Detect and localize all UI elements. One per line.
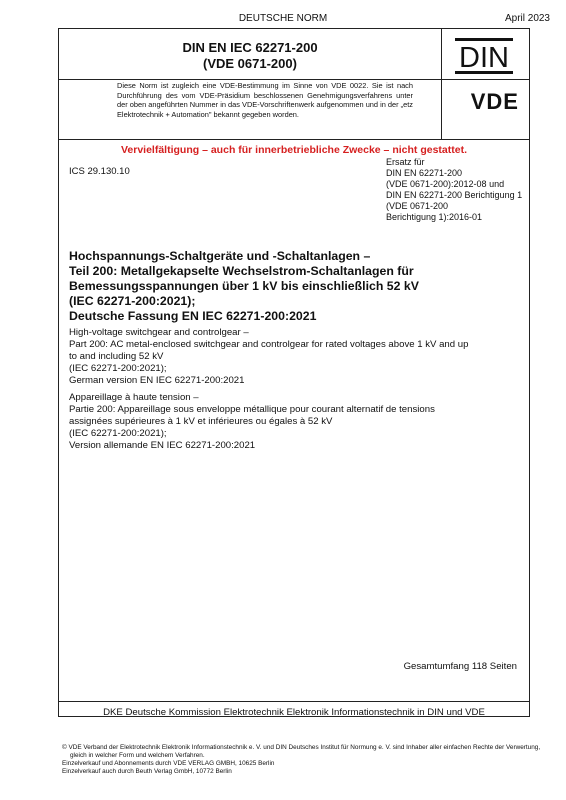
title-french-line: Appareillage à haute tension – <box>69 392 199 403</box>
divider <box>59 139 529 140</box>
title-english-line: German version EN IEC 62271-200:2021 <box>69 375 245 386</box>
total-pages: Gesamtumfang 118 Seiten <box>403 661 517 672</box>
standard-type-label: DEUTSCHE NORM <box>238 13 328 24</box>
divider <box>59 701 529 702</box>
title-german-line: Teil 200: Metallgekapselte Wechselstrom-Schaltanlagen für <box>69 264 414 278</box>
sales-line: Einzelverkauf auch durch Beuth Verlag GmbH, 10772 Berlin <box>62 768 232 775</box>
title-french <box>69 392 519 452</box>
vde-approval-note: Diese Norm ist zugleich eine VDE-Bestimmung im Sinne von VDE 0022. Sie ist nach Durchführung des vom VDE-Präsidium beschlossenen Genehmigungsverfahrens unter der oben angeführten Nummer in das VDE-Vorschriftenwerk aufgenommen und in der „etz Elektrotechnik + Automation" bekannt gegeben worden. <box>117 81 413 119</box>
vde-logo: VDE <box>470 89 519 114</box>
title-german <box>69 249 519 324</box>
title-german-line: Deutsche Fassung EN IEC 62271-200:2021 <box>69 309 317 323</box>
title-english-line: Part 200: AC metal-enclosed switchgear and controlgear for rated voltages above 1 kV and up <box>69 339 469 350</box>
copyright-line: gleich in welcher Form und welchem Verfahren. <box>70 752 205 759</box>
title-english <box>69 327 519 387</box>
replaces-line: (VDE 0671-200 <box>386 201 449 211</box>
divider <box>441 29 442 139</box>
title-french-line: Partie 200: Appareillage sous enveloppe métallique pour courant alternatif de tensions <box>69 404 435 415</box>
title-english-line: (IEC 62271-200:2021); <box>69 363 167 374</box>
title-english-line: to and including 52 kV <box>69 351 164 362</box>
title-french-line: Version allemande EN IEC 62271-200:2021 <box>69 440 256 451</box>
copyright-line: © VDE Verband der Elektrotechnik Elektronik Informationstechnik e. V. und DIN Deutsches Institut für Normung e. V. sind Inhaber aller einfachen Rechte der Verwertung, <box>62 744 541 751</box>
cover-frame <box>58 28 530 717</box>
replaces-line: DIN EN 62271-200 Berichtigung 1 <box>386 190 523 200</box>
title-german-line: Hochspannungs-Schaltgeräte und -Schaltanlagen – <box>69 249 371 263</box>
copyright-footer <box>62 744 562 776</box>
replaces-line: DIN EN 62271-200 <box>386 168 463 178</box>
din-logo-text: DIN <box>459 42 509 74</box>
title-german-line: (IEC 62271-200:2021); <box>69 294 196 308</box>
document-number-vde: (VDE 0671-200) <box>203 56 297 71</box>
document-number-din: DIN EN IEC 62271-200 <box>182 40 318 55</box>
reproduction-warning: Vervielfältigung – auch für innerbetriebliche Zwecke – nicht gestattet. <box>120 144 467 156</box>
document-number <box>59 40 441 72</box>
replaces-line: (VDE 0671-200):2012-08 und <box>386 179 505 189</box>
sales-line: Einzelverkauf und Abonnements durch VDE VERLAG GMBH, 10625 Berlin <box>62 760 275 767</box>
divider <box>59 79 529 80</box>
din-logo <box>455 38 513 79</box>
title-french-line: assignées supérieures à 1 kV et inférieures ou égales à 52 kV <box>69 416 333 427</box>
ics-code: ICS 29.130.10 <box>69 166 130 177</box>
title-english-line: High-voltage switchgear and controlgear – <box>69 327 249 338</box>
title-french-line: (IEC 62271-200:2021); <box>69 428 167 439</box>
title-german-line: Bemessungsspannungen über 1 kV bis einschließlich 52 kV <box>69 279 419 293</box>
replaces-label: Ersatz für <box>386 157 425 167</box>
publication-date: April 2023 <box>504 13 550 24</box>
replaces-block <box>386 157 522 223</box>
committee-line: DKE Deutsche Kommission Elektrotechnik Elektronik Informationstechnik in DIN und VDE <box>103 707 485 718</box>
replaces-line: Berichtigung 1):2016-01 <box>386 212 483 222</box>
